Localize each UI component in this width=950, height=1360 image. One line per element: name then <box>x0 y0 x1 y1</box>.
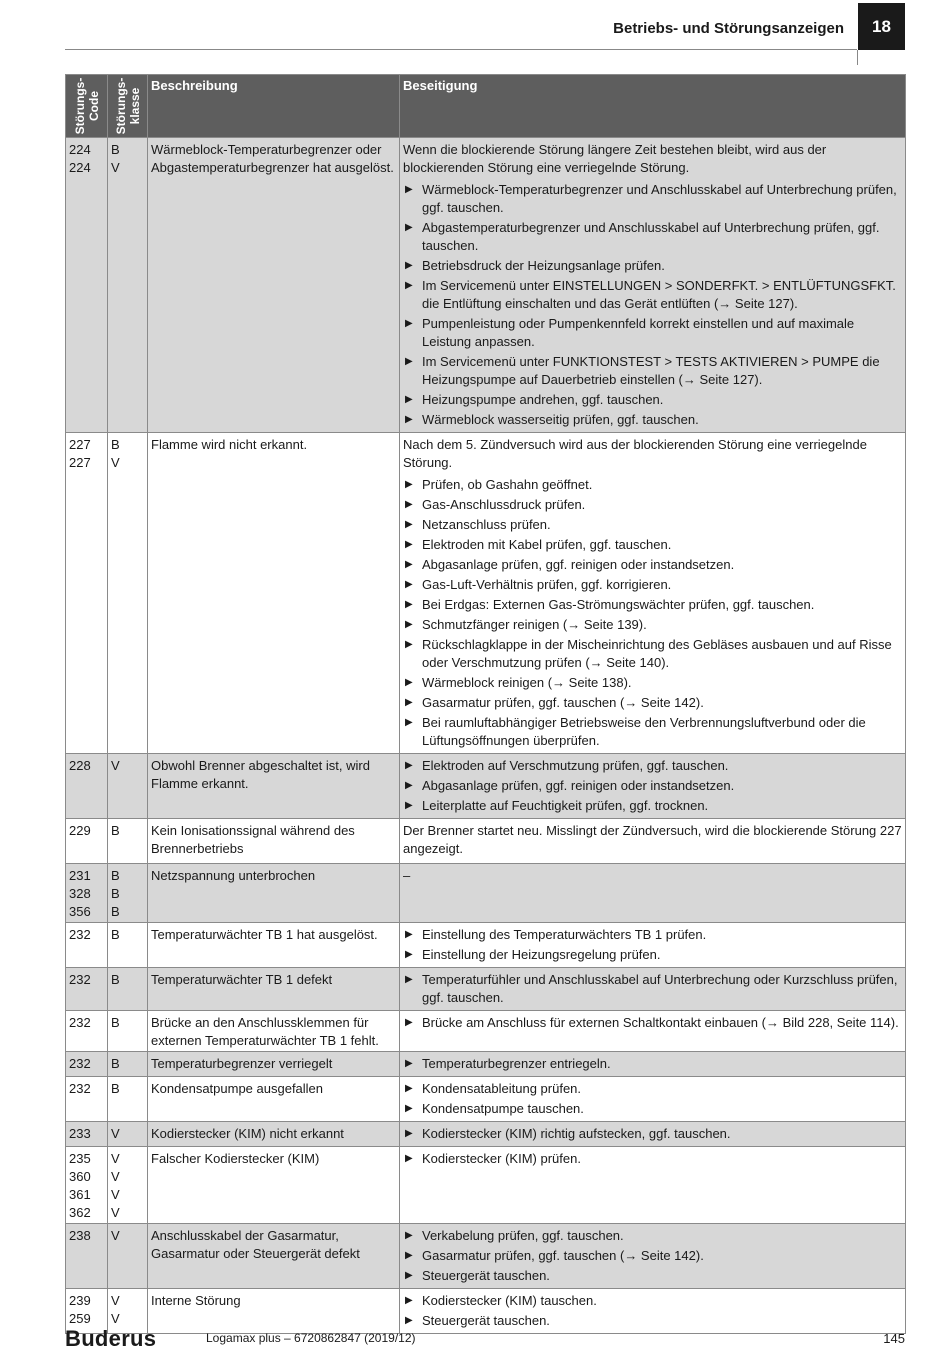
fault-remedy-cell <box>400 1011 906 1052</box>
header-fault-code <box>66 75 108 138</box>
header-fault-class <box>108 75 148 138</box>
remedy-step-text: Kodierstecker (KIM) richtig aufstecken, ggf. tauschen. <box>422 1126 731 1141</box>
triangle-bullet-icon: ▶ <box>405 222 413 233</box>
triangle-bullet-icon: ▶ <box>405 394 413 405</box>
fault-class: V <box>111 455 120 470</box>
remedy-step <box>403 1150 902 1168</box>
fault-remedy-cell <box>400 1052 906 1077</box>
remedy-text: Der Brenner startet neu. Misslingt der Zündversuch, wird die blockierende Störung 227 angezeigt. <box>403 823 902 856</box>
remedy-step-text: Prüfen, ob Gashahn geöffnet. <box>422 477 593 492</box>
fault-class-cell <box>108 754 148 819</box>
remedy-text: Nach dem 5. Zündversuch wird aus der blockierenden Störung eine verriegelnde Störung. <box>403 437 867 470</box>
remedy-step <box>403 1247 902 1265</box>
fault-class: V <box>111 1293 120 1308</box>
fault-class: B <box>111 868 120 883</box>
fault-class: B <box>111 886 120 901</box>
remedy-step <box>403 1055 902 1073</box>
remedy-steps <box>403 1125 902 1143</box>
page-header-title: Betriebs- und Störungsanzeigen <box>613 20 844 37</box>
fault-class: V <box>111 758 120 773</box>
fault-class: B <box>111 904 120 919</box>
fault-code: 328 <box>69 886 91 901</box>
fault-code-cell <box>66 1224 108 1289</box>
document-reference: Logamax plus – 6720862847 (2019/12) <box>206 1331 416 1345</box>
fault-class-cell <box>108 138 148 433</box>
fault-description: Brücke an den Anschlussklemmen für externen Temperaturwächter TB 1 fehlt. <box>148 1011 400 1052</box>
remedy-step-text: Einstellung der Heizungsregelung prüfen. <box>422 947 661 962</box>
remedy-step-text: Kondensatpumpe tauschen. <box>422 1101 584 1116</box>
remedy-step <box>403 757 902 775</box>
header-fault-class-line1: Störungs- <box>113 77 128 135</box>
fault-code-cell <box>66 968 108 1011</box>
triangle-bullet-icon: ▶ <box>405 1128 413 1139</box>
fault-table-body <box>66 138 906 1334</box>
remedy-step <box>403 1267 902 1285</box>
fault-code: 228 <box>69 758 91 773</box>
table-row <box>66 1077 906 1122</box>
triangle-bullet-icon: ▶ <box>405 1295 413 1306</box>
remedy-step <box>403 674 902 692</box>
triangle-bullet-icon: ▶ <box>405 1083 413 1094</box>
remedy-step-text: Einstellung des Temperaturwächters TB 1 prüfen. <box>422 927 707 942</box>
fault-class: B <box>111 142 120 157</box>
fault-class: B <box>111 1081 120 1096</box>
fault-class-cell <box>108 819 148 864</box>
remedy-steps <box>403 971 902 1007</box>
fault-code: 232 <box>69 972 91 987</box>
fault-class-cell <box>108 433 148 754</box>
remedy-step <box>403 1100 902 1118</box>
fault-class: V <box>111 160 120 175</box>
triangle-bullet-icon: ▶ <box>405 1315 413 1326</box>
triangle-bullet-icon: ▶ <box>405 479 413 490</box>
fault-description: Netzspannung unterbrochen <box>148 864 400 923</box>
fault-class: V <box>111 1228 120 1243</box>
table-row <box>66 864 906 923</box>
table-row <box>66 1011 906 1052</box>
remedy-step-text: Abgastemperaturbegrenzer und Anschlusskabel auf Unterbrechung prüfen, ggf. tauschen. <box>422 220 880 253</box>
remedy-step-text: Betriebsdruck der Heizungsanlage prüfen. <box>422 258 665 273</box>
triangle-bullet-icon: ▶ <box>405 1103 413 1114</box>
header-divider <box>65 49 857 50</box>
header-description: Beschreibung <box>148 75 400 138</box>
table-row <box>66 138 906 433</box>
remedy-step <box>403 411 902 429</box>
fault-class-cell <box>108 1052 148 1077</box>
fault-code: 227 <box>69 455 91 470</box>
remedy-step-text: Wärmeblock wasserseitig prüfen, ggf. tauschen. <box>422 412 699 427</box>
fault-class-cell <box>108 1147 148 1224</box>
triangle-bullet-icon: ▶ <box>405 929 413 940</box>
fault-code: 224 <box>69 142 91 157</box>
remedy-steps <box>403 926 902 964</box>
remedy-steps <box>403 181 902 429</box>
remedy-step-text: Wärmeblock-Temperaturbegrenzer und Anschlusskabel auf Unterbrechung prüfen, ggf. tauschen. <box>422 182 897 215</box>
remedy-step <box>403 946 902 964</box>
fault-code-cell <box>66 754 108 819</box>
remedy-text: – <box>403 868 411 883</box>
fault-code-cell <box>66 433 108 754</box>
remedy-step <box>403 1125 902 1143</box>
fault-code-cell <box>66 1011 108 1052</box>
remedy-step-text: Netzanschluss prüfen. <box>422 517 551 532</box>
fault-remedy-cell <box>400 1224 906 1289</box>
table-row <box>66 968 906 1011</box>
remedy-step-text: Gas-Anschlussdruck prüfen. <box>422 497 586 512</box>
triangle-bullet-icon: ▶ <box>405 639 413 650</box>
fault-description: Flamme wird nicht erkannt. <box>148 433 400 754</box>
fault-code: 259 <box>69 1311 91 1326</box>
fault-code-cell <box>66 864 108 923</box>
remedy-step <box>403 1227 902 1245</box>
table-row <box>66 1147 906 1224</box>
remedy-step <box>403 1080 902 1098</box>
fault-code: 227 <box>69 437 91 452</box>
remedy-step-text: Kodierstecker (KIM) prüfen. <box>422 1151 581 1166</box>
remedy-step <box>403 536 902 554</box>
fault-class: V <box>111 1205 120 1220</box>
fault-class: B <box>111 437 120 452</box>
remedy-step-text: Brücke am Anschluss für externen Schaltkontakt einbauen (→ Bild 228, Seite 114). <box>422 1015 899 1030</box>
remedy-steps <box>403 1014 902 1032</box>
remedy-step-text: Verkabelung prüfen, ggf. tauschen. <box>422 1228 624 1243</box>
fault-table <box>65 74 906 1334</box>
remedy-step-text: Im Servicemenü unter FUNKTIONSTEST > TESTS AKTIVIEREN > PUMPE die Heizungspumpe auf Dauerbetrieb einstellen (→ Seite 127). <box>422 354 880 387</box>
triangle-bullet-icon: ▶ <box>405 184 413 195</box>
remedy-step <box>403 636 902 672</box>
fault-description: Interne Störung <box>148 1289 400 1334</box>
page-number: 145 <box>883 1331 905 1346</box>
triangle-bullet-icon: ▶ <box>405 1230 413 1241</box>
triangle-bullet-icon: ▶ <box>405 1017 413 1028</box>
fault-class: B <box>111 1056 120 1071</box>
triangle-bullet-icon: ▶ <box>405 318 413 329</box>
fault-class: V <box>111 1187 120 1202</box>
table-row <box>66 1224 906 1289</box>
fault-code: 235 <box>69 1151 91 1166</box>
remedy-step <box>403 556 902 574</box>
fault-remedy-cell <box>400 1077 906 1122</box>
table-row <box>66 433 906 754</box>
triangle-bullet-icon: ▶ <box>405 780 413 791</box>
header-fault-code-line1: Störungs- <box>72 77 87 135</box>
fault-code-cell <box>66 1052 108 1077</box>
fault-class-cell <box>108 1011 148 1052</box>
table-header-row <box>66 75 906 138</box>
remedy-step-text: Schmutzfänger reinigen (→ Seite 139). <box>422 617 647 632</box>
fault-class: B <box>111 927 120 942</box>
remedy-step-text: Gasarmatur prüfen, ggf. tauschen (→ Seite 142). <box>422 1248 704 1263</box>
fault-remedy-cell <box>400 1289 906 1334</box>
fault-class-cell <box>108 1077 148 1122</box>
remedy-step-text: Kondensatableitung prüfen. <box>422 1081 582 1096</box>
fault-remedy-cell <box>400 1122 906 1147</box>
remedy-steps <box>403 1055 902 1073</box>
fault-code: 233 <box>69 1126 91 1141</box>
fault-class: B <box>111 972 120 987</box>
fault-code: 229 <box>69 823 91 838</box>
remedy-step-text: Abgasanlage prüfen, ggf. reinigen oder instandsetzen. <box>422 778 735 793</box>
remedy-step <box>403 181 902 217</box>
fault-class-cell <box>108 1122 148 1147</box>
fault-code-cell <box>66 1077 108 1122</box>
triangle-bullet-icon: ▶ <box>405 760 413 771</box>
remedy-step <box>403 616 902 634</box>
fault-description: Kodierstecker (KIM) nicht erkannt <box>148 1122 400 1147</box>
fault-remedy-cell <box>400 433 906 754</box>
remedy-step <box>403 926 902 944</box>
fault-class-cell <box>108 864 148 923</box>
remedy-step-text: Elektroden mit Kabel prüfen, ggf. tauschen. <box>422 537 672 552</box>
table-row <box>66 1289 906 1334</box>
triangle-bullet-icon: ▶ <box>405 519 413 530</box>
remedy-step-text: Bei Erdgas: Externen Gas-Strömungswächter prüfen, ggf. tauschen. <box>422 597 815 612</box>
header-fault-class-line2: klasse <box>127 87 142 125</box>
fault-class-cell <box>108 923 148 968</box>
fault-description: Kein Ionisationssignal während des Brennerbetriebs <box>148 819 400 864</box>
fault-code: 232 <box>69 1015 91 1030</box>
fault-code-cell <box>66 1122 108 1147</box>
fault-remedy-cell <box>400 1147 906 1224</box>
fault-remedy-cell <box>400 754 906 819</box>
remedy-step <box>403 476 902 494</box>
remedy-steps <box>403 757 902 815</box>
fault-description: Anschlusskabel der Gasarmatur, Gasarmatur oder Steuergerät defekt <box>148 1224 400 1289</box>
fault-class-cell <box>108 968 148 1011</box>
remedy-step <box>403 277 902 313</box>
fault-remedy-cell <box>400 968 906 1011</box>
fault-description: Wärmeblock-Temperaturbegrenzer oder Abgastemperaturbegrenzer hat ausgelöst. <box>148 138 400 433</box>
fault-remedy-cell <box>400 923 906 968</box>
triangle-bullet-icon: ▶ <box>405 539 413 550</box>
fault-code-cell <box>66 1147 108 1224</box>
triangle-bullet-icon: ▶ <box>405 280 413 291</box>
fault-class: B <box>111 823 120 838</box>
fault-code: 360 <box>69 1169 91 1184</box>
remedy-step-text: Pumpenleistung oder Pumpenkennfeld korrekt einstellen und auf maximale Leistung anpassen. <box>422 316 855 349</box>
remedy-step <box>403 1014 902 1032</box>
remedy-step-text: Gasarmatur prüfen, ggf. tauschen (→ Seite 142). <box>422 695 704 710</box>
table-row <box>66 754 906 819</box>
remedy-step <box>403 391 902 409</box>
fault-code: 362 <box>69 1205 91 1220</box>
remedy-step <box>403 353 902 389</box>
fault-code: 361 <box>69 1187 91 1202</box>
fault-code: 356 <box>69 904 91 919</box>
remedy-step <box>403 797 902 815</box>
remedy-step <box>403 576 902 594</box>
fault-code: 224 <box>69 160 91 175</box>
remedy-step <box>403 596 902 614</box>
triangle-bullet-icon: ▶ <box>405 1153 413 1164</box>
remedy-step-text: Bei raumluftabhängiger Betriebsweise den Verbrennungsluftverbund oder die Lüftungsöffnungen überprüfen. <box>422 715 866 748</box>
fault-class-cell <box>108 1224 148 1289</box>
table-row <box>66 923 906 968</box>
remedy-step-text: Steuergerät tauschen. <box>422 1268 550 1283</box>
header-remedy: Beseitigung <box>400 75 906 138</box>
remedy-step-text: Steuergerät tauschen. <box>422 1313 550 1328</box>
fault-code: 238 <box>69 1228 91 1243</box>
brand-logo: Buderus <box>65 1326 157 1351</box>
triangle-bullet-icon: ▶ <box>405 800 413 811</box>
fault-description: Temperaturbegrenzer verriegelt <box>148 1052 400 1077</box>
chapter-number: 18 <box>858 3 905 50</box>
remedy-text: Wenn die blockierende Störung längere Zeit bestehen bleibt, wird aus der blockierenden Störung eine verriegelnde Störung. <box>403 142 827 175</box>
fault-class: V <box>111 1126 120 1141</box>
remedy-step <box>403 694 902 712</box>
fault-class: V <box>111 1169 120 1184</box>
fault-code-cell <box>66 819 108 864</box>
remedy-step <box>403 1312 902 1330</box>
fault-class: V <box>111 1151 120 1166</box>
triangle-bullet-icon: ▶ <box>405 599 413 610</box>
triangle-bullet-icon: ▶ <box>405 717 413 728</box>
triangle-bullet-icon: ▶ <box>405 356 413 367</box>
remedy-step-text: Leiterplatte auf Feuchtigkeit prüfen, ggf. trocknen. <box>422 798 709 813</box>
header-fault-code-line2: Code <box>86 91 101 122</box>
fault-class: B <box>111 1015 120 1030</box>
triangle-bullet-icon: ▶ <box>405 260 413 271</box>
fault-description: Obwohl Brenner abgeschaltet ist, wird Flamme erkannt. <box>148 754 400 819</box>
remedy-step-text: Temperaturfühler und Anschlusskabel auf Unterbrechung oder Kurzschluss prüfen, ggf. tauschen. <box>422 972 898 1005</box>
fault-class: V <box>111 1311 120 1326</box>
remedy-steps <box>403 1292 902 1330</box>
remedy-step-text: Gas-Luft-Verhältnis prüfen, ggf. korrigieren. <box>422 577 672 592</box>
triangle-bullet-icon: ▶ <box>405 949 413 960</box>
remedy-step <box>403 971 902 1007</box>
table-row <box>66 1122 906 1147</box>
fault-code: 231 <box>69 868 91 883</box>
remedy-step-text: Kodierstecker (KIM) tauschen. <box>422 1293 597 1308</box>
remedy-step <box>403 315 902 351</box>
fault-code: 239 <box>69 1293 91 1308</box>
remedy-step-text: Heizungspumpe andrehen, ggf. tauschen. <box>422 392 664 407</box>
fault-code: 232 <box>69 1081 91 1096</box>
fault-description: Temperaturwächter TB 1 defekt <box>148 968 400 1011</box>
table-row <box>66 1052 906 1077</box>
fault-remedy-cell <box>400 864 906 923</box>
remedy-step <box>403 777 902 795</box>
fault-description: Kondensatpumpe ausgefallen <box>148 1077 400 1122</box>
fault-code-cell <box>66 138 108 433</box>
remedy-step-text: Im Servicemenü unter EINSTELLUNGEN > SONDERFKT. > ENTLÜFTUNGSFKT. die Entlüftung einschalten und das Gerät entlüften (→ Seite 127). <box>422 278 896 311</box>
remedy-step <box>403 219 902 255</box>
triangle-bullet-icon: ▶ <box>405 974 413 985</box>
fault-description: Temperaturwächter TB 1 hat ausgelöst. <box>148 923 400 968</box>
remedy-steps <box>403 1150 902 1168</box>
triangle-bullet-icon: ▶ <box>405 559 413 570</box>
triangle-bullet-icon: ▶ <box>405 677 413 688</box>
table-row <box>66 819 906 864</box>
triangle-bullet-icon: ▶ <box>405 1270 413 1281</box>
fault-code-cell <box>66 923 108 968</box>
remedy-step-text: Rückschlagklappe in der Mischeinrichtung des Gebläses ausbauen und auf Risse oder Verschmutzung prüfen (→ Seite 140). <box>422 637 892 670</box>
remedy-step-text: Temperaturbegrenzer entriegeln. <box>422 1056 611 1071</box>
remedy-step <box>403 496 902 514</box>
fault-code: 232 <box>69 927 91 942</box>
triangle-bullet-icon: ▶ <box>405 579 413 590</box>
remedy-step-text: Wärmeblock reinigen (→ Seite 138). <box>422 675 632 690</box>
remedy-step <box>403 516 902 534</box>
triangle-bullet-icon: ▶ <box>405 414 413 425</box>
remedy-step <box>403 1292 902 1310</box>
chapter-divider <box>857 50 858 65</box>
triangle-bullet-icon: ▶ <box>405 697 413 708</box>
remedy-steps <box>403 1080 902 1118</box>
remedy-step <box>403 714 902 750</box>
remedy-steps <box>403 476 902 750</box>
fault-code: 232 <box>69 1056 91 1071</box>
remedy-step <box>403 257 902 275</box>
remedy-steps <box>403 1227 902 1285</box>
triangle-bullet-icon: ▶ <box>405 499 413 510</box>
fault-remedy-cell <box>400 819 906 864</box>
triangle-bullet-icon: ▶ <box>405 1058 413 1069</box>
triangle-bullet-icon: ▶ <box>405 1250 413 1261</box>
fault-remedy-cell <box>400 138 906 433</box>
remedy-step-text: Elektroden auf Verschmutzung prüfen, ggf. tauschen. <box>422 758 729 773</box>
fault-description: Falscher Kodierstecker (KIM) <box>148 1147 400 1224</box>
triangle-bullet-icon: ▶ <box>405 619 413 630</box>
remedy-step-text: Abgasanlage prüfen, ggf. reinigen oder instandsetzen. <box>422 557 735 572</box>
